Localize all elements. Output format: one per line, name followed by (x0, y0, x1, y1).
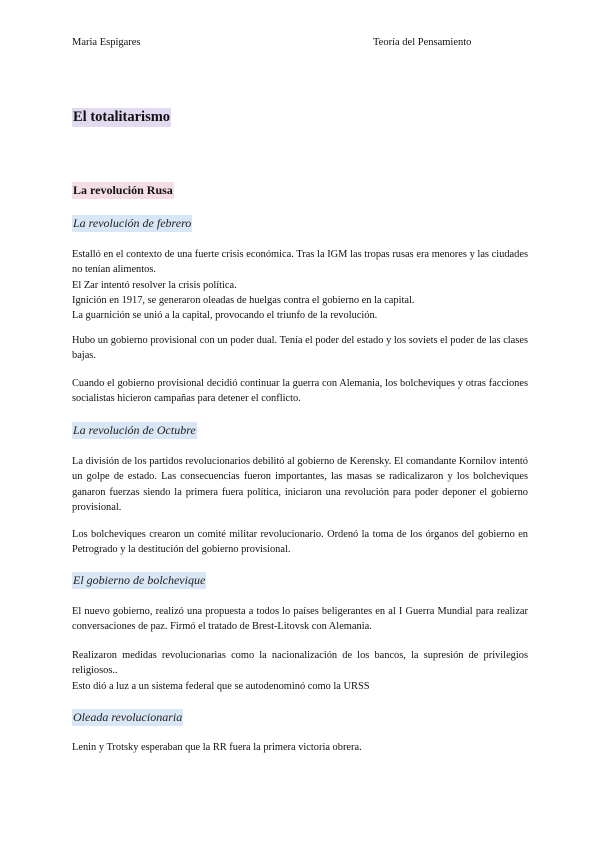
paragraph-line: La guarnición se unió a la capital, provocando el triunfo de la revolución. (72, 310, 378, 322)
paragraph-line: La división de los partidos revolucionarios debilitó al gobierno de Kerensky. El comandante Kornilov intentó un golpe de estado. Las consecuencias fueron importantes, las masas se radicalizaron y los bolcheviques ganaron fuerzas siendo la primera fuera política, iniciaron una revolución para poder deponer el gobierno provisional. (72, 456, 528, 513)
paragraph (72, 376, 528, 407)
section-heading: La revolución Rusa (73, 183, 173, 197)
paragraph-line: Los bolcheviques crearon un comité militar revolucionario. Ordenó la toma de los órganos del gobierno en Petrogrado y la destitución del gobierno provisional. (72, 529, 528, 556)
paragraph (72, 247, 528, 323)
header-author: Maria Espigares (72, 37, 141, 48)
paragraph-line: Cuando el gobierno provisional decidió continuar la guerra con Alemania, los bolcheviques y otras facciones socialistas hicieron campañas para detener el conflicto. (72, 378, 528, 405)
paragraph-line: El Zar intentó resolver la crisis política. (72, 279, 237, 291)
paragraph (72, 604, 528, 635)
header-course: Teoría del Pensamiento (373, 37, 472, 48)
paragraph (72, 527, 528, 558)
paragraph-line: Ignición en 1917, se generaron oleadas de huelgas contra el gobierno en la capital. (72, 294, 415, 306)
paragraph-line: Lenin y Trotsky esperaban que la RR fuera la primera victoria obrera. (72, 742, 362, 753)
paragraph-line: Esto dió a luz a un sistema federal que se autodenominó como la URSS (72, 680, 370, 692)
paragraph (72, 333, 528, 364)
paragraph-line: Estalló en el contexto de una fuerte crisis económica. Tras la IGM las tropas rusas era menores y las ciudades no tenían alimentos. (72, 249, 528, 276)
document-title: El totalitarismo (73, 109, 171, 125)
subsection-heading-gobierno: El gobierno de bolchevique (73, 573, 206, 587)
subsection-heading-febrero: La revolución de febrero (73, 216, 192, 230)
paragraph (72, 648, 528, 694)
paragraph-line: El nuevo gobierno, realizó una propuesta a todos lo países beligerantes en al I Guerra Mundial para realizar conversaciones de paz. Firmó el tratado de Brest-Litovsk con Alemania. (72, 606, 528, 633)
subsection-heading-octubre: La revolución de Octubre (73, 423, 196, 437)
paragraph (72, 454, 528, 515)
subsection-heading-oleada: Oleada revolucionaria (73, 710, 183, 724)
paragraph-line: Realizaron medidas revolucionarias como la nacionalización de los bancos, la supresión de privilegios religiosos.. (72, 650, 528, 677)
paragraph (72, 740, 528, 755)
paragraph-line: Hubo un gobierno provisional con un poder dual. Tenía el poder del estado y los soviets el poder de las clases bajas. (72, 335, 528, 362)
